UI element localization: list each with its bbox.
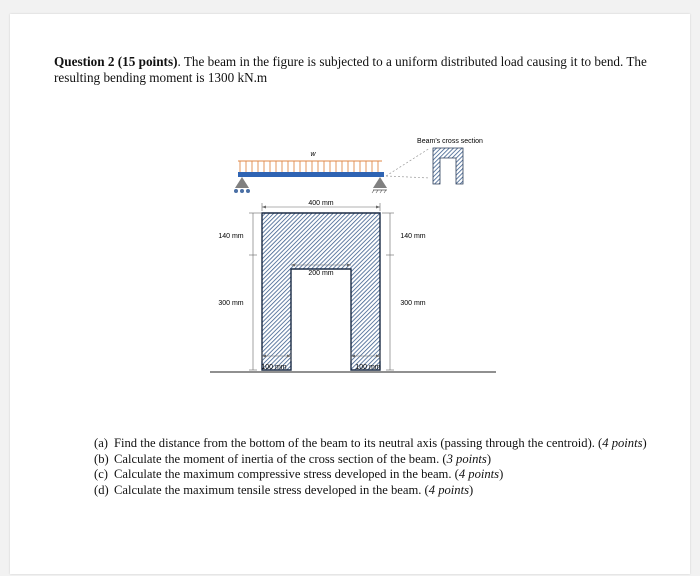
part-b: (b) Calculate the moment of inertia of the cross section of the beam. (3 points) xyxy=(94,451,492,466)
part-text: Find the distance from the bottom of the beam to its neutral axis (passing through the centroid). ( xyxy=(114,436,603,450)
distributed-load xyxy=(238,161,382,172)
leader-line xyxy=(386,148,430,176)
pin-support-left xyxy=(234,177,250,193)
part-label: (c) xyxy=(94,467,108,481)
dim-right-leg-width-label: 100 mm xyxy=(355,364,381,371)
cross-section-caption: Beam's cross section xyxy=(417,138,483,145)
part-text: Calculate the moment of inertia of the cross section of the beam. ( xyxy=(114,451,447,466)
question-parts xyxy=(94,436,674,498)
load-symbol: w xyxy=(310,151,316,158)
beam xyxy=(238,172,384,177)
part-text: Calculate the maximum compressive stress developed in the beam. ( xyxy=(114,467,459,481)
part-label: (a) xyxy=(94,436,108,450)
dim-right-leg-label: 300 mm xyxy=(400,300,426,307)
part-d: (d) Calculate the maximum tensile stress developed in the beam. (4 points) xyxy=(94,482,474,497)
document-page xyxy=(10,14,690,574)
roller-support-right xyxy=(372,177,387,193)
part-points: 4 points xyxy=(428,482,470,497)
part-a: (a) Find the distance from the bottom of the beam to its neutral axis (passing through the centroid). (4 points) xyxy=(94,436,647,450)
part-label: (b) xyxy=(94,451,109,466)
part-points: 3 points xyxy=(446,451,487,466)
question-text: . The beam in the figure is subjected to a uniform distributed load causing it to bend. The resulting bending moment is 1300 kN.m xyxy=(54,54,647,85)
part-points: 4 points xyxy=(602,436,643,450)
part-points: 4 points xyxy=(458,467,500,481)
dim-top-width-label: 400 mm xyxy=(308,200,334,207)
part-text: Calculate the maximum tensile stress developed in the beam. ( xyxy=(114,482,429,497)
main-cross-section xyxy=(262,213,380,370)
dim-right-flange-label: 140 mm xyxy=(400,233,426,240)
dimension-right-vertical xyxy=(382,213,394,370)
part-c: (c) Calculate the maximum compressive stress developed in the beam. (4 points) xyxy=(94,467,504,481)
beam-figure xyxy=(10,14,690,434)
dimension-left-vertical xyxy=(249,213,261,370)
dim-left-leg-label: 300 mm xyxy=(218,300,244,307)
part-label: (d) xyxy=(94,482,109,497)
question-heading: Question 2 (15 points) xyxy=(54,54,178,69)
dim-inner-gap-label: 200 mm xyxy=(308,270,334,277)
dim-left-leg-width-label: 100 mm xyxy=(261,364,287,371)
dim-left-flange-label: 140 mm xyxy=(218,233,244,240)
small-cross-section-icon xyxy=(433,148,463,184)
